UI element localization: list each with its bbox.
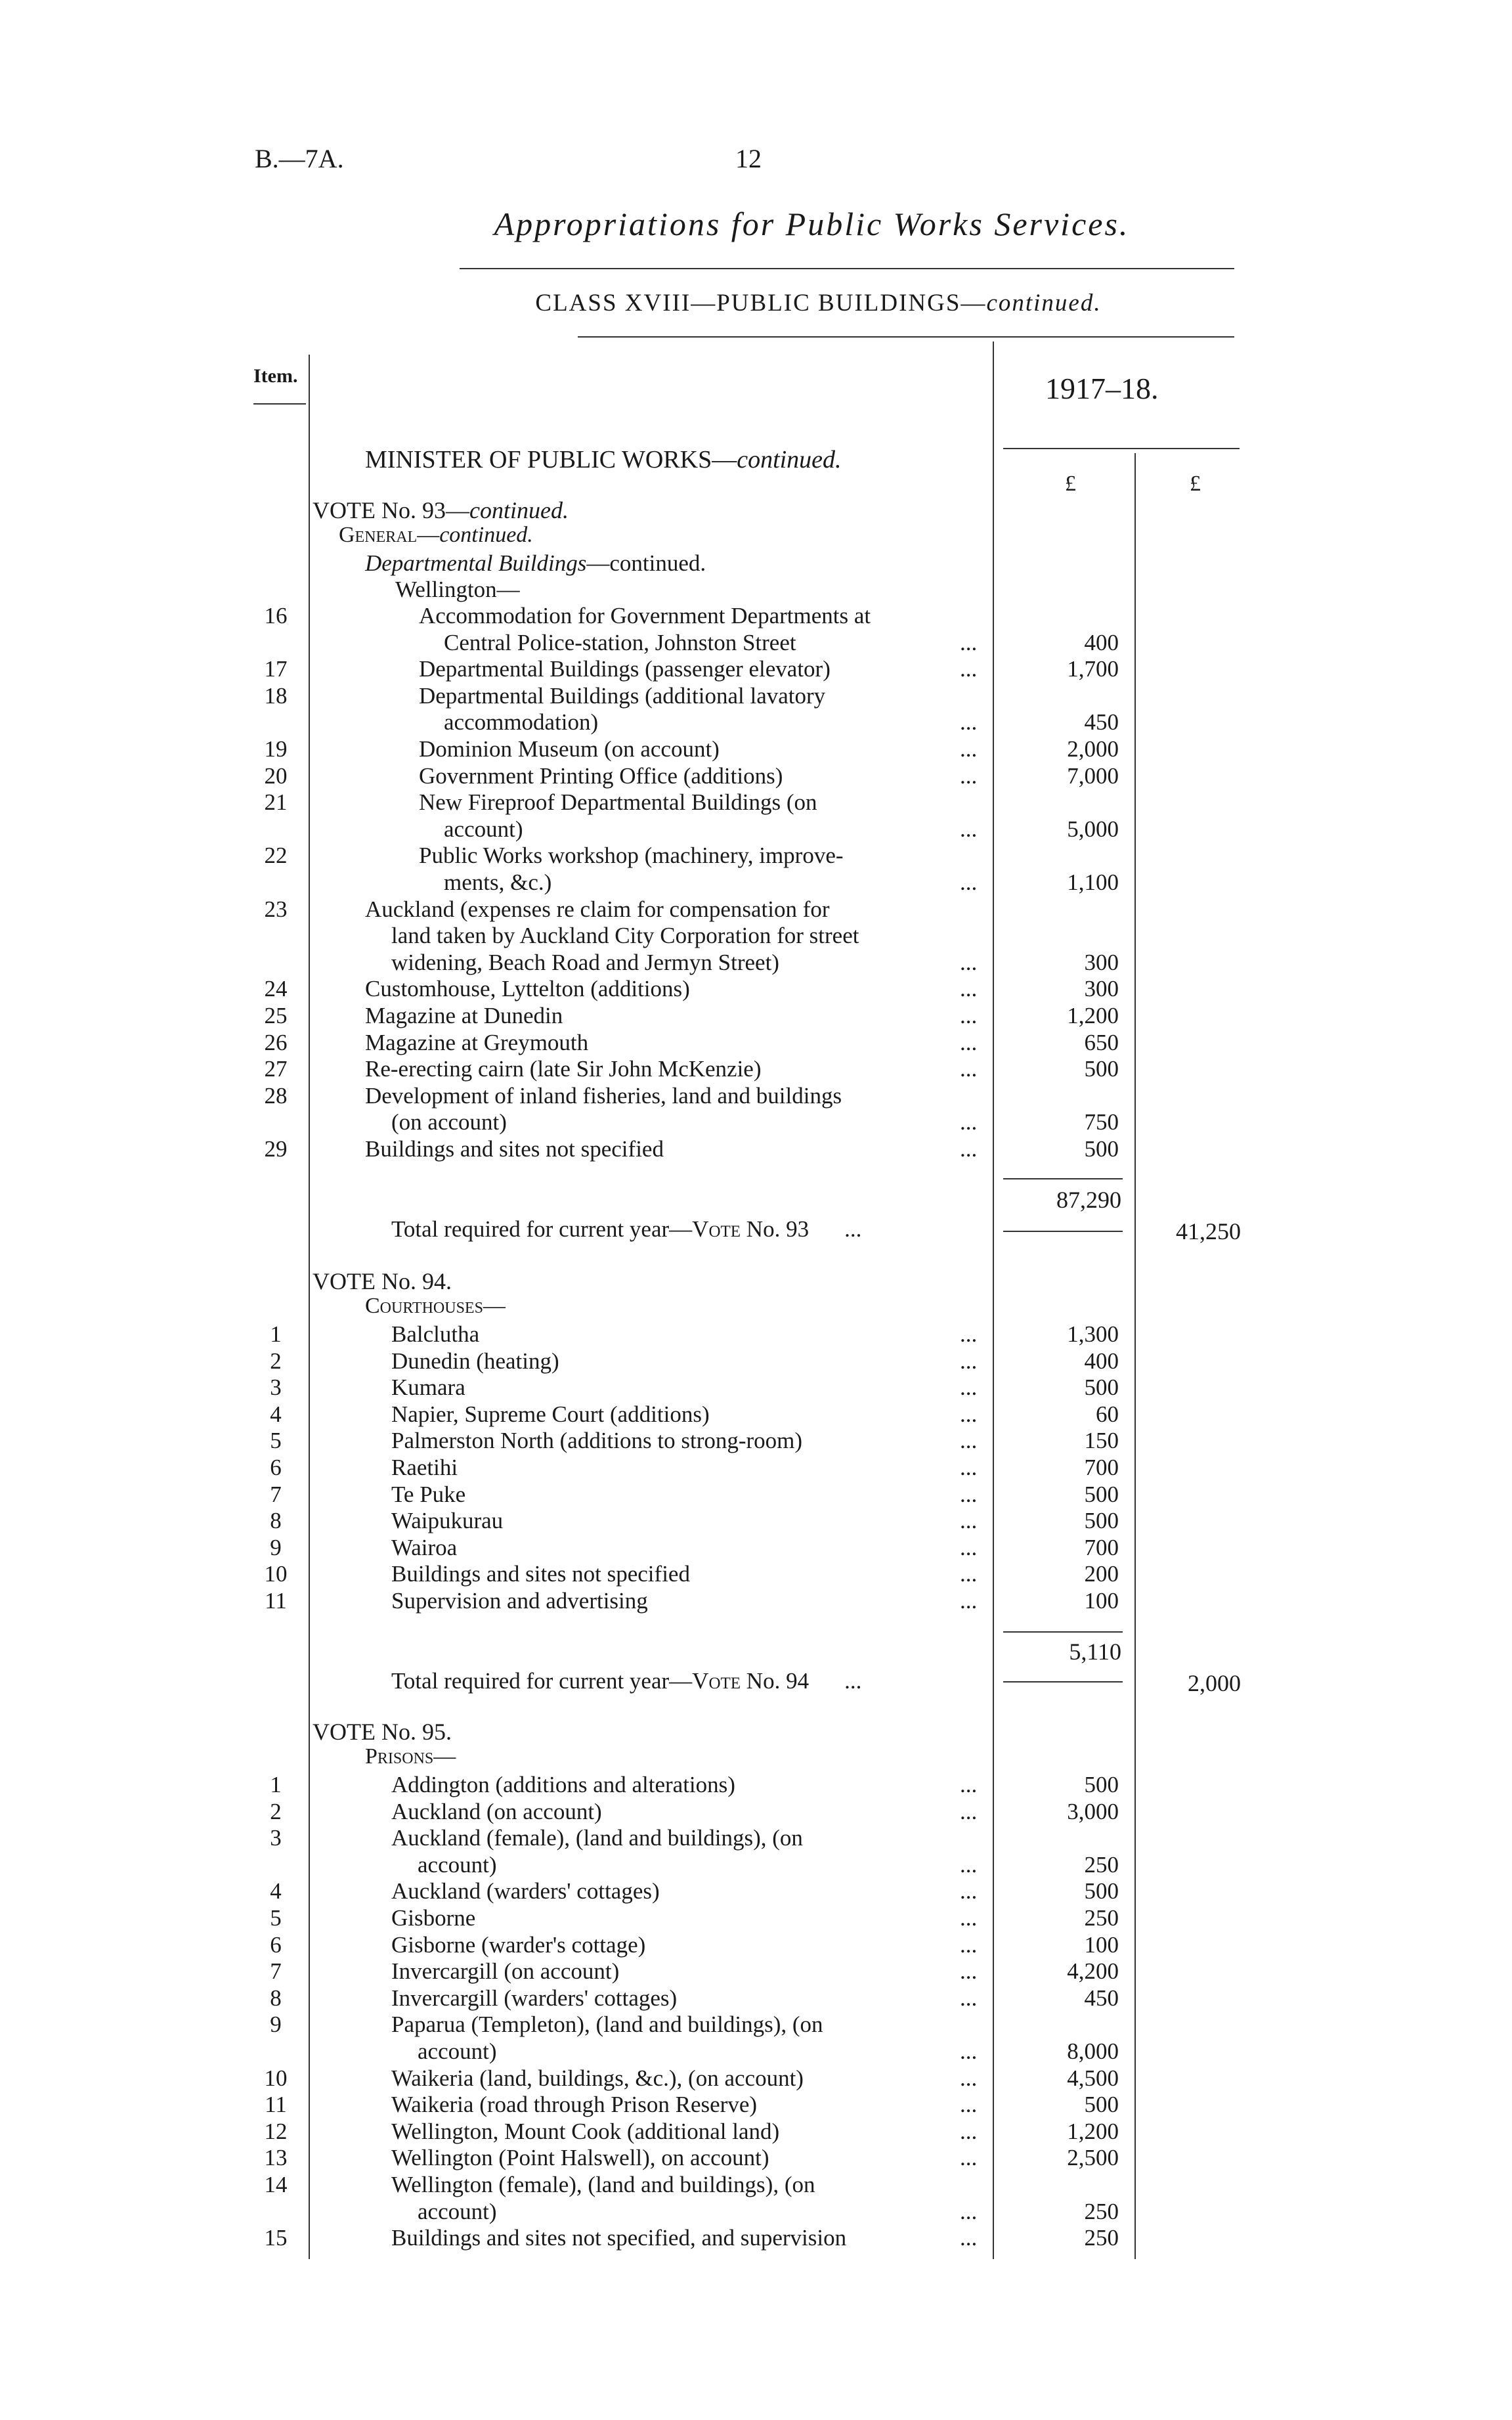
leader-dots: ... xyxy=(960,1029,978,1055)
leader-dots: ... xyxy=(960,1003,978,1028)
item-amount: 500 xyxy=(1084,2092,1119,2118)
item-description: Departmental Buildings (additional lavatory xyxy=(419,682,826,709)
leader-dots: ... xyxy=(960,1534,978,1560)
item-number: 4 xyxy=(270,1878,282,1904)
item-number: 5 xyxy=(270,1428,282,1454)
item-number: 22 xyxy=(264,843,288,869)
item-description: Invercargill (warders' cottages) xyxy=(391,1985,678,2011)
item-number: 6 xyxy=(270,1931,282,1958)
item-number: 6 xyxy=(270,1455,282,1480)
item-amount: 4,200 xyxy=(1067,1958,1119,1985)
item-description: Re-erecting cairn (late Sir John McKenzie) xyxy=(365,1056,762,1082)
item-number: 29 xyxy=(264,1136,288,1162)
item-amount: 500 xyxy=(1084,1056,1119,1082)
item-column-header: Item. xyxy=(253,365,298,387)
item-number: 13 xyxy=(264,2145,288,2171)
item-description: Buildings and sites not specified xyxy=(365,1136,664,1162)
section-heading: Prisons— xyxy=(365,1744,456,1769)
minister-heading-main: MINISTER OF PUBLIC WORKS— xyxy=(365,446,737,473)
item-amount: 400 xyxy=(1084,629,1119,655)
item-amount: 300 xyxy=(1084,976,1119,1002)
item-amount: 250 xyxy=(1084,2198,1119,2224)
leader-dots: ... xyxy=(960,1931,978,1958)
item-description: account) xyxy=(418,1851,497,1878)
item-description: Gisborne (warder's cottage) xyxy=(391,1931,646,1958)
item-description: Buildings and sites not specified, and supervision xyxy=(391,2225,847,2251)
item-number: 24 xyxy=(264,976,288,1002)
item-description: Accommodation for Government Departments at xyxy=(419,603,871,628)
item-number: 11 xyxy=(265,1588,287,1614)
item-amount: 500 xyxy=(1084,1481,1119,1507)
item-amount: 8,000 xyxy=(1067,2038,1119,2064)
item-header-rule xyxy=(253,403,306,405)
leader-dots: ... xyxy=(960,1878,978,1904)
vote-subtotal: 5,110 xyxy=(1069,1639,1121,1665)
item-amount: 3,000 xyxy=(1067,1798,1119,1824)
item-number: 17 xyxy=(264,656,288,682)
item-amount: 500 xyxy=(1084,1508,1119,1534)
leader-dots: ... xyxy=(960,1321,978,1347)
item-description: Gisborne xyxy=(391,1905,476,1931)
leader-dots: ... xyxy=(960,1455,978,1480)
vote-heading: VOTE No. 94. xyxy=(313,1268,452,1294)
item-amount: 500 xyxy=(1084,1772,1119,1797)
item-number: 10 xyxy=(264,2065,288,2091)
item-amount: 500 xyxy=(1084,1136,1119,1162)
item-number: 8 xyxy=(270,1508,282,1534)
leader-dots: ... xyxy=(960,816,978,842)
minister-heading-cont: continued. xyxy=(737,446,842,473)
leader-dots: ... xyxy=(960,629,978,655)
region-heading: Wellington— xyxy=(395,577,520,602)
leader-dots: ... xyxy=(960,1136,978,1162)
item-description: Wellington (Point Halswell), on account) xyxy=(391,2145,769,2171)
item-number: 3 xyxy=(270,1825,282,1851)
vote-total-label-no: No. 94 xyxy=(741,1668,810,1694)
class-subtitle-main: CLASS XVIII—PUBLIC BUILDINGS— xyxy=(535,290,987,317)
leader-dots: ... xyxy=(960,2065,978,2091)
item-description: Balclutha xyxy=(391,1321,480,1347)
item-number: 11 xyxy=(265,2092,287,2118)
leader-dots: ... xyxy=(960,1905,978,1931)
vote-heading-cont: continued. xyxy=(469,497,569,523)
item-number: 27 xyxy=(264,1056,288,1082)
leader-dots: ... xyxy=(960,1428,978,1454)
leader-dots: ... xyxy=(960,1798,978,1824)
leader-dots: ... xyxy=(960,949,978,975)
item-number: 7 xyxy=(270,1958,282,1985)
item-description: Wairoa xyxy=(391,1534,458,1560)
item-number: 26 xyxy=(264,1029,288,1055)
subtotal-rule xyxy=(1003,1231,1123,1232)
item-description: Te Puke xyxy=(391,1481,466,1507)
leader-dots: ... xyxy=(960,1561,978,1587)
leader-dots: ... xyxy=(960,736,978,762)
item-description: Dunedin (heating) xyxy=(391,1348,559,1374)
item-description: Wellington, Mount Cook (additional land) xyxy=(391,2118,780,2144)
item-amount: 400 xyxy=(1084,1348,1119,1374)
vote-heading-main: VOTE No. 93— xyxy=(313,497,469,523)
subtotal-rule xyxy=(1003,1681,1123,1683)
leader-dots: ... xyxy=(960,762,978,789)
class-subtitle xyxy=(0,289,1512,317)
leader-dots: ... xyxy=(960,709,978,736)
item-description: Central Police-station, Johnston Street xyxy=(444,629,796,655)
item-description: accommodation) xyxy=(444,709,599,736)
item-description: Auckland (expenses re claim for compensation for xyxy=(365,896,830,922)
leader-dots: ... xyxy=(960,2145,978,2171)
item-amount: 250 xyxy=(1084,2225,1119,2251)
item-amount: 650 xyxy=(1084,1029,1119,1055)
item-description: Magazine at Greymouth xyxy=(365,1029,589,1055)
section-heading: Courthouses— xyxy=(365,1294,506,1318)
leader-dots: ... xyxy=(960,2118,978,2144)
section-heading xyxy=(339,523,533,548)
subsection-heading-cont: —continued. xyxy=(586,550,706,576)
item-number: 23 xyxy=(264,896,288,922)
item-description: Government Printing Office (additions) xyxy=(419,762,783,789)
subtitle-rule xyxy=(578,336,1234,338)
vote-total-label xyxy=(391,1668,861,1694)
page-number: 12 xyxy=(735,144,762,173)
year-header-rule xyxy=(1003,448,1240,449)
item-description: Paparua (Templeton), (land and buildings), (on xyxy=(391,2012,823,2038)
item-number: 4 xyxy=(270,1401,282,1427)
item-number: 21 xyxy=(264,789,288,816)
item-number: 2 xyxy=(270,1798,282,1824)
item-amount: 2,000 xyxy=(1067,736,1119,762)
item-description: Auckland (female), (land and buildings), (on xyxy=(391,1825,803,1851)
item-column-divider xyxy=(309,355,310,2259)
item-amount: 5,000 xyxy=(1067,816,1119,842)
item-description: Public Works workshop (machinery, improve- xyxy=(419,843,844,869)
item-amount: 1,700 xyxy=(1067,656,1119,682)
vote-total-label-vote: Vote xyxy=(692,1216,741,1242)
leader-dots: ... xyxy=(960,1985,978,2011)
leader-dots: ... xyxy=(844,1668,862,1694)
item-amount: 450 xyxy=(1084,709,1119,736)
item-amount: 1,100 xyxy=(1067,869,1119,895)
item-number: 15 xyxy=(264,2225,288,2251)
leader-dots: ... xyxy=(960,1588,978,1614)
item-amount: 1,300 xyxy=(1067,1321,1119,1347)
item-amount: 60 xyxy=(1096,1401,1119,1427)
leader-dots: ... xyxy=(960,1109,978,1135)
item-description: widening, Beach Road and Jermyn Street) xyxy=(391,949,779,975)
amount-column-divider xyxy=(993,341,994,2259)
item-description: Magazine at Dunedin xyxy=(365,1003,563,1028)
item-description: Dominion Museum (on account) xyxy=(419,736,720,762)
item-description: Auckland (on account) xyxy=(391,1798,602,1824)
item-amount: 1,200 xyxy=(1067,1003,1119,1028)
item-description: account) xyxy=(418,2198,497,2224)
vote-subtotal: 87,290 xyxy=(1056,1187,1121,1213)
year-header: 1917–18. xyxy=(1045,372,1159,405)
item-amount: 2,500 xyxy=(1067,2145,1119,2171)
item-description: Palmerston North (additions to strong-room) xyxy=(391,1428,803,1454)
leader-dots: ... xyxy=(960,1401,978,1427)
item-description: Kumara xyxy=(391,1375,465,1401)
vote-total-label-vote: Vote xyxy=(692,1668,741,1694)
vote-total-label-main: Total required for current year— xyxy=(391,1668,693,1694)
subtotal-top-rule xyxy=(1003,1631,1123,1633)
minister-heading xyxy=(365,445,842,474)
item-number: 1 xyxy=(270,1321,282,1347)
item-description: Raetihi xyxy=(391,1455,458,1480)
leader-dots: ... xyxy=(960,976,978,1002)
item-number: 8 xyxy=(270,1985,282,2011)
item-description: Waikeria (road through Prison Reserve) xyxy=(391,2092,758,2118)
item-amount: 100 xyxy=(1084,1931,1119,1958)
item-amount: 750 xyxy=(1084,1109,1119,1135)
vote-total-label-main: Total required for current year— xyxy=(391,1216,693,1242)
item-description: Development of inland fisheries, land and buildings xyxy=(365,1082,842,1109)
item-amount: 100 xyxy=(1084,1588,1119,1614)
page-title: Appropriations for Public Works Services. xyxy=(494,206,1130,242)
document-reference: B.—7A. xyxy=(255,144,344,173)
item-description: Napier, Supreme Court (additions) xyxy=(391,1401,710,1427)
item-description: Buildings and sites not specified xyxy=(391,1561,690,1587)
subtotal-column-divider xyxy=(1134,453,1136,2259)
item-amount: 150 xyxy=(1084,1428,1119,1454)
item-amount: 250 xyxy=(1084,1851,1119,1878)
vote-heading: VOTE No. 95. xyxy=(313,1719,452,1745)
item-number: 16 xyxy=(264,603,288,628)
item-number: 7 xyxy=(270,1481,282,1507)
item-number: 28 xyxy=(264,1082,288,1109)
item-description: land taken by Auckland City Corporation for street xyxy=(391,923,859,949)
item-amount: 7,000 xyxy=(1067,762,1119,789)
leader-dots: ... xyxy=(960,1772,978,1797)
item-amount: 300 xyxy=(1084,949,1119,975)
item-number: 19 xyxy=(264,736,288,762)
vote-total-label xyxy=(391,1216,861,1243)
pound-symbol: £ xyxy=(1065,472,1076,496)
item-amount: 1,200 xyxy=(1067,2118,1119,2144)
vote-total-label-no: No. 93 xyxy=(741,1216,810,1242)
leader-dots: ... xyxy=(960,2225,978,2251)
leader-dots: ... xyxy=(960,2038,978,2064)
item-description: Customhouse, Lyttelton (additions) xyxy=(365,976,690,1002)
item-amount: 700 xyxy=(1084,1455,1119,1480)
item-number: 9 xyxy=(270,2012,282,2038)
item-amount: 500 xyxy=(1084,1375,1119,1401)
item-description: Wellington (female), (land and buildings), (on xyxy=(391,2172,815,2197)
leader-dots: ... xyxy=(960,1851,978,1878)
item-description: Supervision and advertising xyxy=(391,1588,648,1614)
vote-total: 2,000 xyxy=(1188,1670,1241,1696)
item-amount: 4,500 xyxy=(1067,2065,1119,2091)
leader-dots: ... xyxy=(960,1508,978,1534)
leader-dots: ... xyxy=(960,1056,978,1082)
item-amount: 450 xyxy=(1084,1985,1119,2011)
item-number: 12 xyxy=(264,2118,288,2144)
item-description: ments, &c.) xyxy=(444,869,552,895)
item-number: 1 xyxy=(270,1772,282,1797)
leader-dots: ... xyxy=(960,2198,978,2224)
item-amount: 500 xyxy=(1084,1878,1119,1904)
item-amount: 200 xyxy=(1084,1561,1119,1587)
item-number: 25 xyxy=(264,1003,288,1028)
subtotal-top-rule xyxy=(1003,1178,1123,1179)
item-description: Waikeria (land, buildings, &c.), (on account) xyxy=(391,2065,804,2091)
item-number: 18 xyxy=(264,682,288,709)
item-description: Waipukurau xyxy=(391,1508,504,1534)
subsection-heading-main: Departmental Buildings xyxy=(365,550,587,576)
item-description: Addington (additions and alterations) xyxy=(391,1772,735,1797)
item-number: 9 xyxy=(270,1534,282,1560)
leader-dots: ... xyxy=(844,1216,862,1242)
item-number: 3 xyxy=(270,1375,282,1401)
item-amount: 250 xyxy=(1084,1905,1119,1931)
leader-dots: ... xyxy=(960,1375,978,1401)
leader-dots: ... xyxy=(960,1481,978,1507)
leader-dots: ... xyxy=(960,656,978,682)
item-description: Auckland (warders' cottages) xyxy=(391,1878,660,1904)
item-number: 10 xyxy=(264,1561,288,1587)
item-description: Invercargill (on account) xyxy=(391,1958,620,1985)
item-description: Departmental Buildings (passenger elevator) xyxy=(419,656,831,682)
item-amount: 700 xyxy=(1084,1534,1119,1560)
vote-total: 41,250 xyxy=(1176,1218,1241,1244)
subsection-heading xyxy=(365,550,706,577)
item-number: 2 xyxy=(270,1348,282,1374)
section-heading-cont: continued. xyxy=(439,523,533,547)
item-description: New Fireproof Departmental Buildings (on xyxy=(419,789,817,816)
item-description: (on account) xyxy=(391,1109,507,1135)
section-heading-main: General— xyxy=(339,523,440,547)
class-subtitle-cont: continued. xyxy=(986,290,1102,317)
leader-dots: ... xyxy=(960,869,978,895)
item-number: 14 xyxy=(264,2172,288,2197)
item-number: 20 xyxy=(264,762,288,789)
vote-heading xyxy=(313,496,569,524)
item-description: account) xyxy=(418,2038,497,2064)
leader-dots: ... xyxy=(960,2092,978,2118)
item-description: account) xyxy=(444,816,523,842)
leader-dots: ... xyxy=(960,1958,978,1985)
item-number: 5 xyxy=(270,1905,282,1931)
pound-symbol: £ xyxy=(1190,472,1201,496)
leader-dots: ... xyxy=(960,1348,978,1374)
title-rule xyxy=(460,268,1234,269)
